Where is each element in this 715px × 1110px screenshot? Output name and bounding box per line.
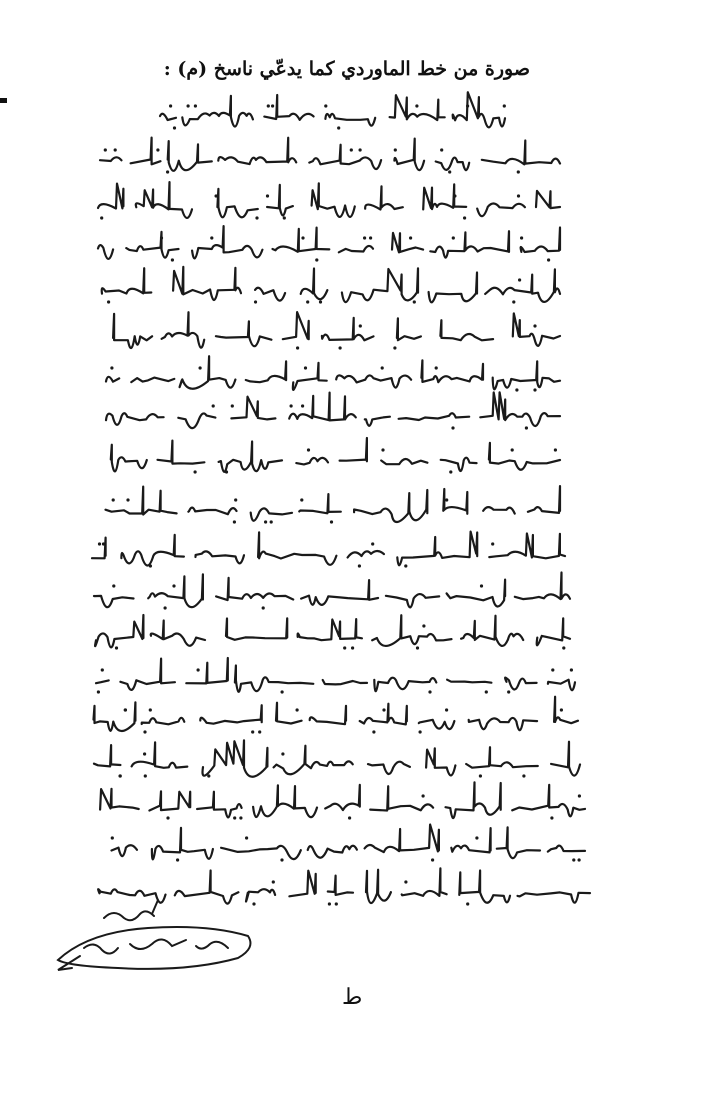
handwriting-stroke — [188, 508, 236, 515]
handwriting-stroke — [536, 191, 560, 208]
diacritic-dot — [554, 448, 557, 451]
diacritic-dot — [126, 498, 129, 501]
handwriting-stroke — [440, 320, 493, 340]
handwriting-stroke — [366, 870, 391, 903]
handwriting-stroke — [325, 785, 360, 810]
handwriting-stroke — [94, 702, 136, 731]
diacritic-dot — [144, 774, 147, 777]
handwriting-stroke — [160, 114, 176, 120]
handwriting-stroke — [289, 393, 356, 421]
diacritic-dot — [296, 708, 299, 711]
handwriting-stroke — [197, 792, 242, 818]
diacritic-dot — [100, 216, 103, 219]
diacritic-dot — [215, 194, 218, 197]
handwriting-stroke — [293, 363, 327, 390]
diacritic-dot — [359, 148, 362, 151]
diacritic-dot — [415, 104, 418, 107]
handwriting-stroke — [162, 312, 205, 347]
handwriting-stroke — [483, 507, 515, 513]
diacritic-dot — [547, 258, 550, 261]
diacritic-dot — [176, 858, 179, 861]
handwriting-stroke — [131, 138, 161, 165]
diacritic-dot — [463, 216, 466, 219]
diacritic-dot — [149, 708, 152, 711]
diacritic-dot — [359, 324, 362, 327]
diacritic-dot — [572, 858, 575, 861]
diacritic-dot — [503, 104, 506, 107]
diacritic-dot — [452, 236, 455, 239]
handwriting-stroke — [421, 360, 483, 382]
diacritic-dot — [212, 404, 215, 407]
diacritic-dot — [231, 404, 234, 407]
handwriting-stroke — [218, 138, 296, 164]
handwriting-stroke — [296, 458, 328, 465]
diacritic-dot — [445, 708, 448, 711]
handwriting-stroke — [447, 580, 506, 607]
diacritic-dot — [422, 794, 425, 797]
diacritic-dot — [330, 520, 333, 523]
handwriting-stroke — [518, 892, 591, 902]
diacritic-dot — [207, 774, 210, 777]
handwriting-stroke — [386, 594, 439, 607]
handwriting-stroke — [365, 186, 403, 209]
diacritic-dot — [264, 520, 267, 523]
handwriting-stroke — [112, 845, 137, 856]
diacritic-dot — [440, 148, 443, 151]
diacritic-dot — [315, 258, 318, 261]
diacritic-dot — [112, 584, 115, 587]
diacritic-dot — [448, 170, 451, 173]
handwriting-stroke — [360, 704, 407, 725]
diacritic-dot — [156, 148, 159, 151]
diacritic-dot — [107, 300, 110, 303]
handwriting-stroke — [98, 184, 123, 209]
handwriting-stroke — [390, 95, 445, 120]
handwriting-stroke — [142, 718, 185, 725]
handwriting-stroke — [354, 490, 427, 522]
handwriting-stroke — [451, 828, 490, 852]
diacritic-dot — [258, 730, 261, 733]
handwriting-stroke — [258, 532, 336, 565]
diacritic-dot — [194, 104, 197, 107]
diacritic-dot — [319, 300, 322, 303]
diacritic-dot — [307, 448, 310, 451]
diacritic-dot — [394, 148, 397, 151]
diacritic-dot — [404, 564, 407, 567]
handwriting-stroke — [336, 375, 411, 387]
diacritic-dot — [296, 346, 299, 349]
handwriting-stroke — [340, 438, 367, 461]
handwriting-stroke — [328, 876, 353, 895]
handwriting-stroke — [554, 697, 578, 724]
handwriting-stroke — [441, 458, 477, 471]
handwriting-stroke — [312, 183, 355, 217]
handwriting-stroke — [298, 619, 362, 640]
diacritic-dot — [199, 366, 202, 369]
handwriting-stroke — [397, 318, 421, 340]
handwriting-stroke — [436, 158, 470, 171]
handwriting-stroke — [397, 532, 477, 566]
handwriting-stroke — [264, 95, 313, 120]
handwriting-stroke — [299, 494, 341, 513]
handwriting-stroke — [466, 747, 538, 768]
diacritic-dot — [381, 366, 384, 369]
oval-stamp — [58, 900, 250, 970]
diacritic-dot — [522, 774, 525, 777]
handwriting-stroke — [325, 114, 375, 126]
handwriting-stroke — [216, 321, 272, 346]
handwriting-stroke — [419, 720, 455, 729]
diacritic-dot — [517, 170, 520, 173]
diacritic-dot — [280, 858, 283, 861]
handwriting-stroke — [148, 574, 203, 607]
diacritic-dot — [143, 730, 146, 733]
handwriting-stroke — [482, 141, 560, 165]
diacritic-dot — [119, 774, 122, 777]
diacritic-dot — [517, 194, 520, 197]
diacritic-dot — [111, 836, 114, 839]
diacritic-dot — [281, 690, 284, 693]
diacritic-dot — [480, 584, 483, 587]
diacritic-dot — [339, 346, 342, 349]
diacritic-dot — [431, 858, 434, 861]
diacritic-dot — [251, 730, 254, 733]
handwriting-stroke — [365, 825, 439, 853]
handwriting-stroke — [477, 204, 525, 217]
handwriting-stroke — [102, 268, 152, 294]
handwriting-stroke — [106, 377, 119, 382]
diacritic-dot — [511, 448, 514, 451]
handwriting-stroke — [548, 680, 575, 690]
handwriting-stroke — [276, 703, 302, 724]
diacritic-dot — [428, 690, 431, 693]
diacritic-dot — [267, 104, 270, 107]
handwriting-stroke — [180, 356, 236, 389]
diacritic-dot — [369, 236, 372, 239]
diacritic-dot — [409, 236, 412, 239]
diacritic-dot — [525, 426, 528, 429]
handwriting-stroke — [342, 268, 418, 302]
handwriting-stroke — [136, 182, 192, 218]
diacritic-dot — [281, 752, 284, 755]
handwriting-stroke — [521, 228, 560, 253]
handwriting-stroke — [399, 413, 470, 420]
handwriting-stroke — [111, 445, 147, 472]
handwriting-stroke — [365, 417, 390, 426]
handwriting-stroke — [186, 658, 228, 683]
handwriting-stroke — [251, 508, 292, 520]
handwriting-stroke — [221, 846, 301, 859]
diacritic-dot — [393, 346, 396, 349]
diacritic-dot — [422, 624, 425, 627]
diacritic-dot — [160, 236, 163, 239]
diacritic-dot — [304, 366, 307, 369]
handwriting-stroke — [219, 442, 282, 472]
handwriting-stroke — [200, 705, 261, 724]
diacritic-dot — [328, 902, 331, 905]
diacritic-dot — [358, 564, 361, 567]
handwriting-stroke — [131, 378, 174, 383]
diacritic-dot — [166, 816, 169, 819]
handwriting-stroke — [267, 185, 293, 216]
diacritic-dot — [453, 194, 456, 197]
handwriting-stroke — [173, 267, 241, 300]
handwriting-stroke — [94, 745, 120, 766]
handwriting-stroke — [447, 680, 491, 683]
diacritic-dot — [507, 690, 510, 693]
handwriting-stroke — [323, 680, 367, 684]
diacritic-dot — [351, 646, 354, 649]
diacritic-dot — [560, 708, 563, 711]
handwriting-stroke — [151, 621, 205, 646]
diacritic-dot — [381, 448, 384, 451]
handwriting-stroke — [381, 459, 427, 464]
diacritic-dot — [101, 668, 104, 671]
handwriting-stroke — [548, 846, 585, 852]
handwriting-stroke — [489, 534, 565, 559]
handwriting-stroke — [132, 742, 188, 768]
handwriting-stroke — [423, 184, 466, 209]
diacritic-dot — [416, 646, 419, 649]
handwriting-stroke — [528, 486, 560, 513]
handwriting-stroke — [426, 748, 455, 775]
diacritic-dot — [270, 520, 273, 523]
handwriting-stroke — [192, 226, 262, 258]
handwriting-stroke — [348, 551, 384, 558]
handwriting-stroke — [113, 314, 152, 348]
diacritic-dot — [301, 404, 304, 407]
handwriting-stroke — [196, 551, 245, 563]
handwriting-stroke — [497, 827, 540, 858]
handwriting-stroke — [175, 871, 239, 904]
diacritic-dot — [239, 816, 242, 819]
diacritic-dot — [112, 498, 115, 501]
handwriting-stroke — [178, 413, 215, 428]
handwriting-stroke — [309, 145, 381, 169]
diacritic-dot — [475, 836, 478, 839]
handwriting-stroke — [459, 871, 510, 903]
diacritic-dot — [466, 902, 469, 905]
handwriting-stroke — [203, 740, 268, 776]
diacritic-dot — [562, 646, 565, 649]
diacritic-dot — [254, 300, 257, 303]
diacritic-dot — [102, 542, 105, 545]
handwriting-stroke — [368, 762, 410, 774]
diacritic-dot — [252, 902, 255, 905]
diacritic-dot — [371, 542, 374, 545]
diacritic-dot — [449, 470, 452, 473]
handwriting-stroke — [322, 318, 374, 340]
diacritic-dot — [515, 388, 518, 391]
diacritic-dot — [114, 148, 117, 151]
handwriting-stroke — [515, 573, 570, 600]
diacritic-dot — [266, 194, 269, 197]
diacritic-dot — [272, 880, 275, 883]
diacritic-dot — [194, 470, 197, 473]
diacritic-dot — [115, 646, 118, 649]
handwriting-stroke — [216, 578, 293, 600]
handwriting-stroke — [274, 746, 353, 775]
handwriting-stroke — [94, 596, 134, 607]
handwriting-stroke — [339, 246, 373, 252]
diacritic-dot — [324, 104, 327, 107]
handwriting-stroke — [429, 273, 477, 303]
handwriting-stroke — [217, 189, 257, 217]
diacritic-dot — [343, 646, 346, 649]
handwriting-stroke — [551, 742, 580, 776]
diacritic-dot — [382, 708, 385, 711]
diacritic-dot — [234, 498, 237, 501]
page-caption: صورة من خط الماوردي كما يدعّي ناسخ (م) : — [163, 58, 530, 80]
handwriting-stroke — [453, 92, 505, 127]
diacritic-dot — [245, 836, 248, 839]
handwriting-stroke — [489, 443, 560, 470]
diacritic-dot — [306, 300, 309, 303]
handwriting-stroke — [273, 228, 330, 252]
handwriting-stroke — [96, 680, 109, 683]
diacritic-dot — [300, 498, 303, 501]
diacritic-dot — [551, 668, 554, 671]
handwriting-stroke — [168, 141, 212, 171]
diacritic-dot — [290, 404, 293, 407]
diacritic-dot — [451, 426, 454, 429]
diacritic-dot — [404, 880, 407, 883]
diacritic-dot — [164, 606, 167, 609]
handwriting-stroke — [461, 616, 523, 646]
handwriting-stroke — [370, 786, 433, 810]
handwriting-stroke — [402, 868, 447, 896]
diacritic-dot — [197, 668, 200, 671]
diacritic-dot — [149, 564, 152, 567]
diacritic-dot — [166, 170, 169, 173]
handwriting-stroke — [310, 706, 346, 724]
diacritic-dot — [262, 606, 265, 609]
handwriting-stroke — [374, 678, 436, 691]
diacritic-dot — [255, 216, 258, 219]
handwriting-stroke — [246, 889, 275, 901]
diacritic-dot — [520, 236, 523, 239]
diacritic-dot — [578, 858, 581, 861]
handwriting-stroke — [394, 139, 424, 171]
handwriting-stroke — [283, 312, 309, 339]
diacritic-dot — [271, 104, 274, 107]
handwriting-stroke — [98, 889, 165, 903]
diacritic-dot — [335, 902, 338, 905]
diacritic-dot — [233, 520, 236, 523]
handwriting-stroke — [226, 618, 287, 640]
handwriting-stroke — [106, 413, 164, 425]
handwriting-stroke — [485, 269, 560, 302]
diacritic-dot — [445, 498, 448, 501]
handwriting-stroke — [480, 392, 560, 426]
folio-mark: ط — [342, 985, 363, 1010]
handwriting-stroke — [92, 538, 106, 559]
handwriting-stroke — [106, 487, 177, 515]
handwriting-stroke — [126, 232, 178, 258]
diacritic-dot — [435, 366, 438, 369]
handwriting-stroke — [301, 580, 378, 605]
diacritic-dot — [110, 366, 113, 369]
handwriting-stroke — [100, 157, 122, 161]
diacritic-dot — [233, 816, 236, 819]
diacritic-dot — [466, 104, 469, 107]
diacritic-dot — [350, 148, 353, 151]
handwriting-stroke — [537, 618, 570, 645]
handwriting-stroke — [308, 846, 357, 858]
diacritic-dot — [533, 324, 536, 327]
handwriting-stroke — [505, 678, 537, 690]
handwriting-stroke — [446, 782, 501, 818]
handwriting-stroke — [301, 269, 328, 300]
diacritic-dot — [348, 816, 351, 819]
handwriting-stroke — [255, 288, 285, 301]
diacritic-dot — [173, 126, 176, 129]
diacritic-dot — [533, 388, 536, 391]
handwriting-stroke — [120, 659, 174, 690]
handwriting-stroke — [235, 666, 313, 692]
diacritic-dot — [550, 816, 553, 819]
diacritic-dot — [143, 752, 146, 755]
handwriting-stroke — [253, 785, 317, 817]
diacritic-dot — [363, 236, 366, 239]
handwriting-stroke — [182, 96, 253, 127]
diacritic-dot — [413, 300, 416, 303]
diacritic-dot — [485, 690, 488, 693]
handwriting-stroke — [98, 245, 113, 259]
handwriting-stroke — [246, 361, 286, 382]
handwriting-stroke — [100, 789, 139, 810]
diacritic-dot — [225, 470, 228, 473]
diacritic-dot — [187, 104, 190, 107]
handwriting-stroke — [469, 718, 537, 730]
handwriting-stroke — [392, 233, 423, 253]
handwriting-stroke — [513, 313, 560, 345]
diacritic-dot — [98, 542, 101, 545]
diacritic-dot — [172, 584, 175, 587]
diacritic-dot — [171, 258, 174, 261]
handwriting-stroke — [289, 871, 315, 897]
diacritic-dot — [124, 708, 127, 711]
diacritic-dot — [210, 236, 213, 239]
handwriting-stroke — [95, 615, 143, 647]
diacritic-dot — [283, 216, 286, 219]
handwriting-stroke — [152, 828, 213, 859]
handwriting-stroke — [493, 361, 560, 389]
diacritic-dot — [104, 148, 107, 151]
diacritic-dot — [491, 542, 494, 545]
diacritic-dot — [518, 278, 521, 281]
handwriting-stroke — [512, 785, 585, 817]
handwriting-stroke — [430, 231, 509, 258]
diacritic-dot — [578, 794, 581, 797]
handwriting-stroke — [372, 615, 451, 646]
diacritic-dot — [419, 730, 422, 733]
diacritic-dot — [479, 774, 482, 777]
diacritic-dot — [337, 126, 340, 129]
handwriting-stroke — [158, 441, 205, 464]
diacritic-dot — [372, 730, 375, 733]
diacritic-dot — [512, 300, 515, 303]
diacritic-dot — [570, 668, 573, 671]
handwriting-stroke — [121, 535, 184, 566]
diacritic-dot — [97, 690, 100, 693]
handwriting-stroke — [231, 397, 275, 420]
handwriting-stroke — [149, 791, 190, 810]
diacritic-dot — [169, 104, 172, 107]
diacritic-dot — [301, 236, 304, 239]
